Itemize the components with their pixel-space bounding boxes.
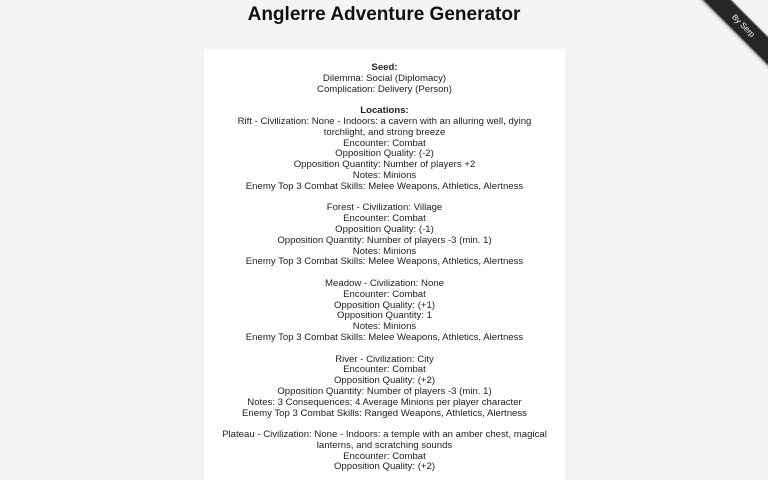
location-entry <box>220 430 549 473</box>
location-detail-line: Opposition Quality: (-2) <box>335 148 434 160</box>
location-detail-line: Encounter: Combat <box>343 288 426 300</box>
location-heading: River - Civilization: City <box>335 353 434 365</box>
location-detail-line: Opposition Quality: (+2) <box>333 375 436 387</box>
adventure-output-panel <box>204 49 565 480</box>
location-detail-line: Notes: 3 Consequences; 4 Average Minions per player character <box>247 396 522 408</box>
location-detail-line: Encounter: Combat <box>343 364 426 376</box>
location-detail-line: Enemy Top 3 Combat Skills: Melee Weapons, Athletics, Alertness <box>245 331 524 343</box>
seed-complication: Complication: Delivery (Person) <box>317 83 452 95</box>
seed-dilemma: Dilemma: Social (Diplomacy) <box>322 72 447 84</box>
seed-label: Seed: <box>371 62 398 73</box>
location-entry <box>220 117 549 193</box>
location-detail-line: Opposition Quantity: Number of players +2 <box>293 159 476 171</box>
location-heading: Rift - Civilization: None - Indoors: a cavern with an alluring well, dying torchlight, and strong breeze <box>237 115 532 138</box>
location-detail-line: Opposition Quality: (-1) <box>335 223 434 235</box>
location-detail-line: Encounter: Combat <box>343 213 426 225</box>
location-heading: Plateau - Civilization: None - Indoors: a temple with an amber chest, magical lanterns, and scratching sounds <box>222 429 547 451</box>
location-detail-line: Encounter: Combat <box>343 137 426 149</box>
location-detail-line: Opposition Quantity: Number of players -3 (min. 1) <box>277 234 492 246</box>
location-detail-line: Notes: Minions <box>352 245 417 257</box>
location-detail-line: Notes: Minions <box>352 169 417 181</box>
corner-ribbon[interactable] <box>698 0 768 70</box>
location-detail-line: Opposition Quality: (+2) <box>333 461 436 473</box>
locations-label: Locations: <box>360 105 409 117</box>
location-heading: Meadow - Civilization: None <box>325 277 444 289</box>
seed-section <box>220 63 549 95</box>
location-detail-line: Opposition Quality: (+1) <box>333 299 436 311</box>
location-entry <box>220 279 549 344</box>
location-entry <box>220 355 549 420</box>
locations-list <box>204 117 565 473</box>
page-title: Anglerre Adventure Generator <box>247 4 521 25</box>
location-detail-line: Notes: Minions <box>352 321 417 333</box>
location-heading: Forest - Civilization: Village <box>326 202 443 214</box>
location-entry <box>220 203 549 268</box>
location-detail-line: Enemy Top 3 Combat Skills: Melee Weapons, Athletics, Alertness <box>245 256 524 268</box>
location-detail-line: Encounter: Combat <box>343 450 426 462</box>
location-detail-line: Opposition Quantity: 1 <box>337 310 432 322</box>
author-ribbon-link[interactable] <box>700 0 768 69</box>
location-detail-line: Enemy Top 3 Combat Skills: Ranged Weapons, Athletics, Alertness <box>242 407 527 419</box>
location-detail-line: Opposition Quantity: Number of players -3 (min. 1) <box>277 385 492 397</box>
location-detail-line: Enemy Top 3 Combat Skills: Melee Weapons, Athletics, Alertness <box>245 180 524 192</box>
ribbon-label: By Serp <box>730 12 757 39</box>
